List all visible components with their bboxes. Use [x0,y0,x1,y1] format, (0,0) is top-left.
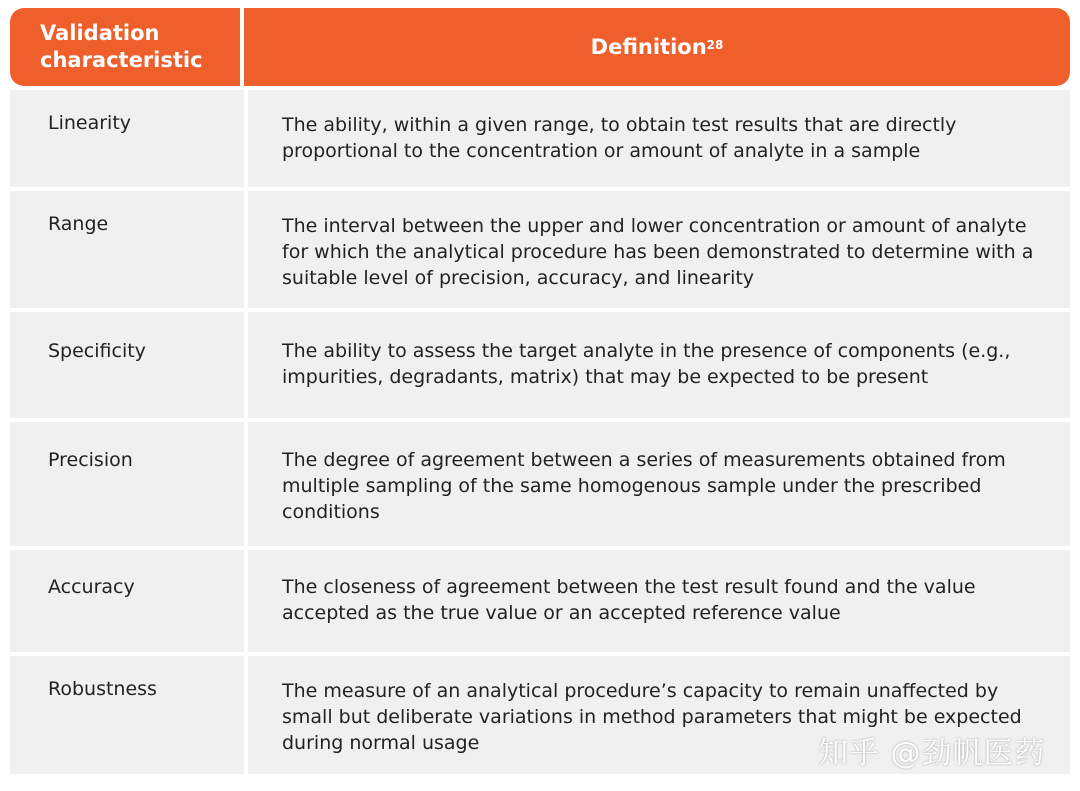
definition-cell: The ability to assess the target analyte in the presence of components (e.g., impurities, degradants, matrix) that may be expected to be present [248,312,1070,418]
table-header [10,8,1070,86]
definition-cell: The ability, within a given range, to obtain test results that are directly proportional to the concentration or amount of analyte in a sample [248,90,1070,187]
characteristic-cell: Specificity [10,312,244,418]
header-characteristic-line1: Validation [40,21,160,45]
characteristic-cell: Linearity [10,90,244,187]
table-row [10,312,1070,418]
definition-cell: The measure of an analytical procedure’s capacity to remain unaffected by small but deliberate variations in method parameters that might be expected during normal usage [248,656,1070,774]
table-row [10,191,1070,308]
header-characteristic [10,8,244,86]
header-definition-label: Definition [590,35,707,59]
characteristic-cell: Precision [10,422,244,546]
header-definition-footnote: 28 [706,38,724,52]
definition-cell: The closeness of agreement between the test result found and the value accepted as the true value or an accepted reference value [248,550,1070,652]
characteristic-cell: Range [10,191,244,308]
definition-cell: The interval between the upper and lower concentration or amount of analyte for which the analytical procedure has been demonstrated to determine with a suitable level of precision, accuracy, and linearity [248,191,1070,308]
header-definition [244,8,1070,86]
watermark: 知乎 @劲帆医药 [818,736,1046,771]
validation-table [10,8,1070,774]
table-row [10,90,1070,187]
definition-cell: The degree of agreement between a series of measurements obtained from multiple sampling of the same homogenous sample under the prescribed conditions [248,422,1070,546]
table-row [10,422,1070,546]
table-row [10,550,1070,652]
characteristic-cell: Accuracy [10,550,244,652]
header-characteristic-line2: characteristic [40,48,203,72]
characteristic-cell: Robustness [10,656,244,774]
